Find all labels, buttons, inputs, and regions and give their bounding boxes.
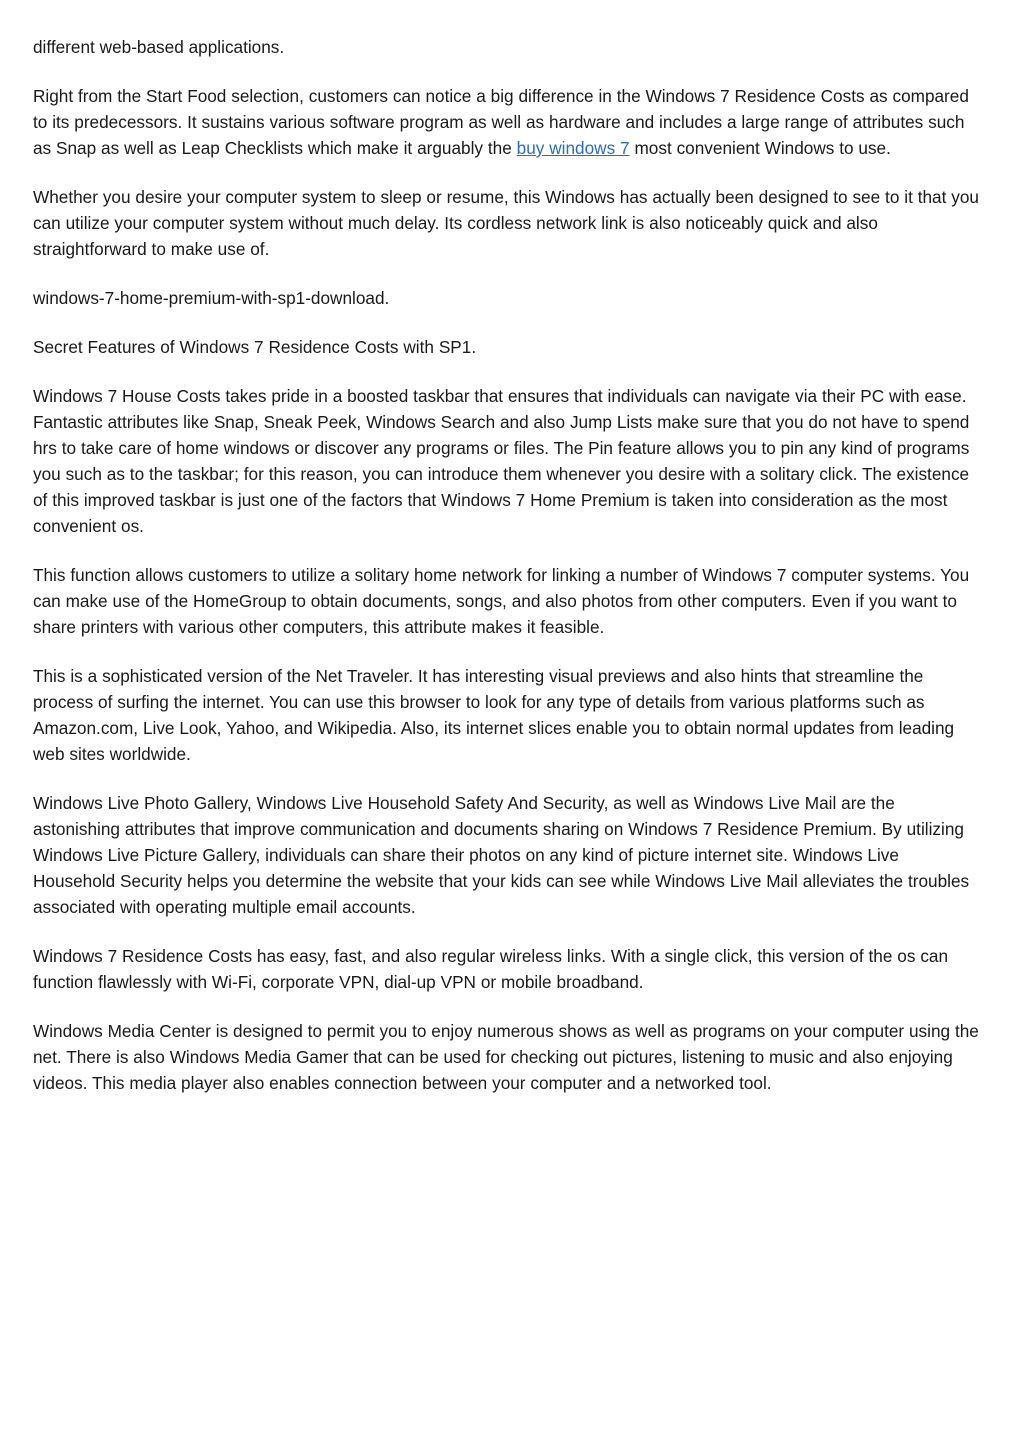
paragraph-secret-features-heading: Secret Features of Windows 7 Residence Costs with SP1. (33, 337, 477, 357)
paragraph-windows-media-center: Windows Media Center is designed to permit you to enjoy numerous shows as well as programs on your computer using the net. There is also Windows Media Gamer that can be used for checking out pictures, listening to music and also enjoying videos. This media player also enables connection between your computer and a networked tool. (33, 1021, 979, 1093)
buy-windows-7-link[interactable]: buy windows 7 (516, 138, 630, 158)
paragraph-text-after-link: most convenient Windows to use. (629, 138, 891, 158)
paragraph-wireless-links: Windows 7 Residence Costs has easy, fast, and also regular wireless links. With a single click, this version of the os can function flawlessly with Wi-Fi, corporate VPN, dial-up VPN or mobile broadband. (33, 946, 949, 992)
paragraph-download-filename: windows-7-home-premium-with-sp1-download. (33, 288, 390, 308)
paragraph-net-traveler-browser: This is a sophisticated version of the Net Traveler. It has interesting visual previews and also hints that streamline the process of surfing the internet. You can use this browser to look for any type of details from various platforms such as Amazon.com, Live Look, Yahoo, and Wikipedia. Also, its internet slices enable you to obtain normal updates from leading web sites worldwide. (33, 666, 955, 764)
paragraph-homegroup-networking: This function allows customers to utilize a solitary home network for linking a number of Windows 7 computer systems. You can make use of the HomeGroup to obtain documents, songs, and also photos from other computers. Even if you want to share printers with various other computers, this attribute makes it feasible. (33, 565, 970, 637)
paragraph-boosted-taskbar: Windows 7 House Costs takes pride in a boosted taskbar that ensures that individuals can navigate via their PC with ease. Fantastic attributes like Snap, Sneak Peek, Windows Search and also Jump Lists make sure that you do not have to spend hrs to take care of home windows or discover any programs or files. The Pin feature allows you to pin any kind of programs you such as to the taskbar; for this reason, you can introduce them whenever you desire with a solitary click. The existence of this improved taskbar is just one of the factors that Windows 7 Home Premium is taken into consideration as the most convenient os. (33, 386, 970, 536)
document-body (33, 34, 983, 1096)
paragraph-text-before-link: Right from the Start Food selection, customers can notice a big difference in the Windows 7 Residence Costs as compared to its predecessors. It sustains various software program as well as hardware and includes a large range of attributes such as Snap as well as Leap Checklists which make it arguably the (33, 86, 969, 158)
paragraph-start-food-selection (33, 83, 983, 161)
paragraph-continued-line: different web-based applications. (33, 37, 285, 57)
paragraph-sleep-or-resume: Whether you desire your computer system to sleep or resume, this Windows has actually been designed to see to it that you can utilize your computer system without much delay. Its cordless network link is also noticeably quick and also straightforward to make use of. (33, 187, 979, 259)
paragraph-windows-live-essentials: Windows Live Photo Gallery, Windows Live Household Safety And Security, as well as Windows Live Mail are the astonishing attributes that improve communication and documents sharing on Windows 7 Residence Premium. By utilizing Windows Live Picture Gallery, individuals can share their photos on any kind of picture internet site. Windows Live Household Security helps you determine the website that your kids can see while Windows Live Mail alleviates the troubles associated with operating multiple email accounts. (33, 793, 970, 917)
